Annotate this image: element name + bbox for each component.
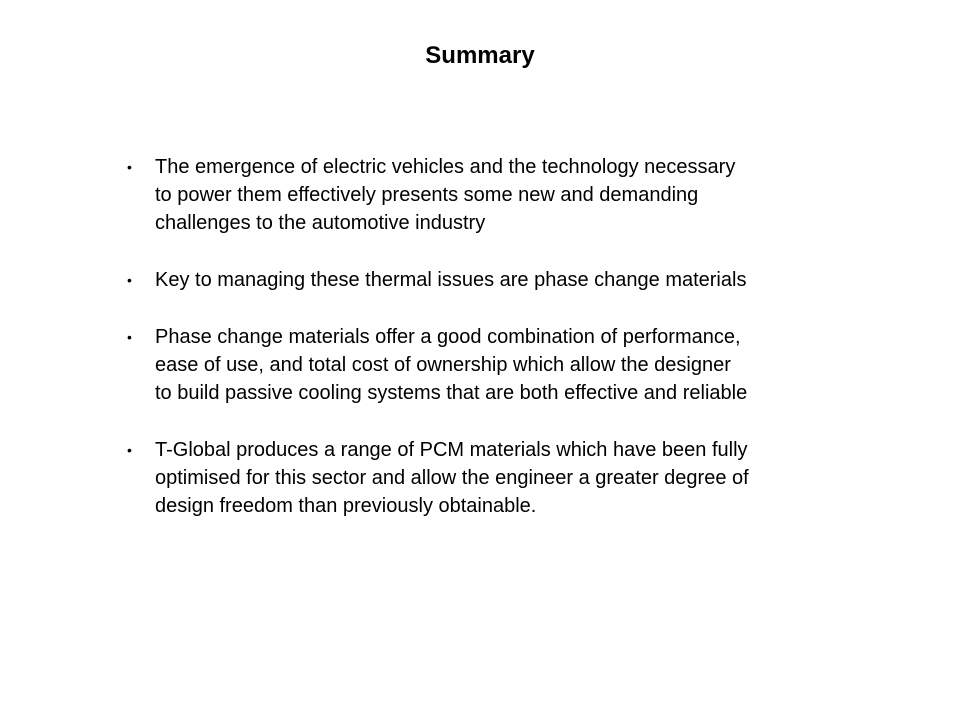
bullet-item xyxy=(127,266,887,294)
bullet-marker-icon: • xyxy=(127,159,132,175)
bullet-line: Phase change materials offer a good combination of performance, xyxy=(155,326,741,348)
bullet-marker-icon: • xyxy=(127,329,132,345)
bullet-line: to build passive cooling systems that are both effective and reliable xyxy=(155,382,748,404)
bullet-item xyxy=(127,436,887,520)
slide-title: Summary xyxy=(425,42,535,69)
bullet-line: Key to managing these thermal issues are phase change materials xyxy=(155,269,747,291)
bullet-line: T-Global produces a range of PCM materials which have been fully xyxy=(155,439,748,461)
bullet-line: design freedom than previously obtainable. xyxy=(155,495,537,517)
bullet-line: optimised for this sector and allow the engineer a greater degree of xyxy=(155,467,749,489)
bullet-item xyxy=(127,323,887,407)
bullet-line: The emergence of electric vehicles and the technology necessary xyxy=(155,156,736,178)
bullet-item xyxy=(127,153,887,237)
bullet-marker-icon: • xyxy=(127,442,132,458)
bullet-line: ease of use, and total cost of ownership which allow the designer xyxy=(155,354,731,376)
bullet-line: to power them effectively presents some new and demanding xyxy=(155,184,699,206)
bullet-marker-icon: • xyxy=(127,272,132,288)
bullet-list xyxy=(127,153,887,549)
bullet-line: challenges to the automotive industry xyxy=(155,212,486,234)
